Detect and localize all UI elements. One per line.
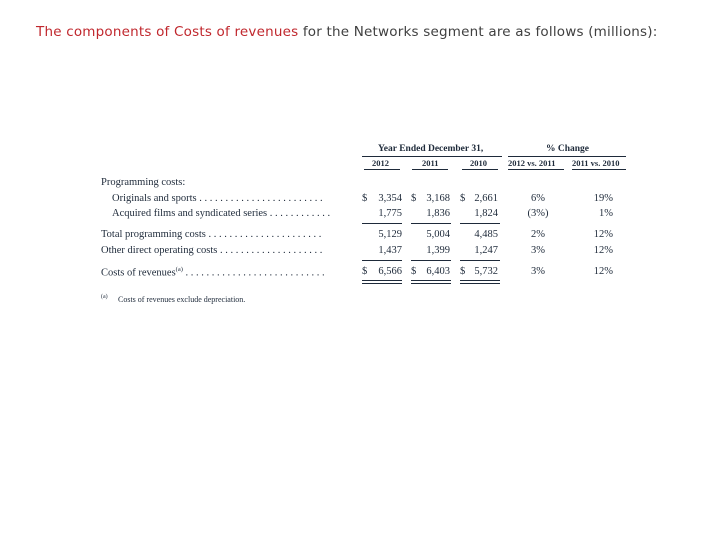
subtotal-rule — [362, 223, 402, 224]
currency-sign: $ — [411, 193, 417, 204]
change-2011-2010: 12% — [593, 229, 613, 240]
footnote-text: Costs of revenues exclude depreciation. — [118, 295, 246, 304]
currency-sign: $ — [362, 266, 368, 277]
value-2012: 5,129 — [378, 229, 402, 240]
row-label: Costs of revenues$^{(a)}$ . . . . . . . . . . . . . . . . . . . . . . . . . . . — [101, 266, 325, 279]
col-2012: 2012 — [372, 158, 389, 168]
change-2012-2011: 3% — [531, 245, 545, 256]
subtotal-rule — [460, 223, 500, 224]
change-2011-2010: 12% — [593, 245, 613, 256]
intro-heading-highlight: The components of Costs of revenues — [36, 24, 299, 40]
value-2011: 6,403 — [426, 266, 450, 277]
col-change-2011-2010: 2011 vs. 2010 — [572, 158, 620, 168]
value-2010: 5,732 — [474, 266, 498, 277]
footnote-ref: (a) — [175, 266, 183, 273]
header-percent-change: % Change — [546, 144, 590, 154]
currency-sign: $ — [411, 266, 417, 277]
value-2012: 1,437 — [378, 245, 402, 256]
change-2011-2010: 1% — [599, 208, 613, 219]
value-2010: 1,247 — [474, 245, 498, 256]
col-2010-rule — [462, 169, 498, 170]
currency-sign: $ — [460, 193, 466, 204]
col-2010: 2010 — [470, 158, 487, 168]
header-year-ended: Year Ended December 31, — [378, 144, 484, 154]
change-2012-2011: 2% — [531, 229, 545, 240]
value-2011: 1,836 — [426, 208, 450, 219]
change-2011-2010: 12% — [593, 266, 613, 277]
value-2012: 1,775 — [378, 208, 402, 219]
change-2012-2011: 6% — [531, 193, 545, 204]
col-chg1-rule — [508, 169, 564, 170]
footnote-mark: (a) — [101, 294, 108, 300]
total-rule — [460, 260, 500, 261]
total-rule — [411, 260, 451, 261]
currency-sign: $ — [460, 266, 466, 277]
value-2012: 6,566 — [378, 266, 402, 277]
header-change-rule — [508, 156, 626, 157]
change-2011-2010: 19% — [593, 193, 613, 204]
row-label: Acquired films and syndicated series . . . . . . . . . . . . — [112, 208, 331, 219]
row-label: Total programming costs . . . . . . . . . . . . . . . . . . . . . . — [101, 229, 322, 240]
value-2010: 2,661 — [474, 193, 498, 204]
section-programming-costs: Programming costs: — [101, 177, 186, 188]
header-years-rule — [362, 156, 502, 157]
value-2010: 4,485 — [474, 229, 498, 240]
value-2011: 5,004 — [426, 229, 450, 240]
row-label: Originals and sports . . . . . . . . . . . . . . . . . . . . . . . . — [112, 193, 323, 204]
col-2012-rule — [364, 169, 400, 170]
grand-total-double-rule — [411, 280, 451, 284]
costs-of-revenues-table — [100, 144, 630, 314]
value-2011: 3,168 — [426, 193, 450, 204]
row-label: Other direct operating costs . . . . . . . . . . . . . . . . . . . . — [101, 245, 323, 256]
grand-total-double-rule — [460, 280, 500, 284]
col-2011-rule — [412, 169, 448, 170]
total-rule — [362, 260, 402, 261]
value-2010: 1,824 — [474, 208, 498, 219]
col-change-2012-2011: 2012 vs. 2011 — [508, 158, 556, 168]
change-2012-2011: (3%) — [527, 208, 549, 219]
change-2012-2011: 3% — [531, 266, 545, 277]
intro-heading-rest: for the Networks segment are as follows (millions): — [298, 24, 658, 40]
value-2011: 1,399 — [426, 245, 450, 256]
currency-sign: $ — [362, 193, 368, 204]
col-chg2-rule — [572, 169, 626, 170]
value-2012: 3,354 — [378, 193, 402, 204]
col-2011: 2011 — [422, 158, 439, 168]
subtotal-rule — [411, 223, 451, 224]
grand-total-double-rule — [362, 280, 402, 284]
intro-heading — [36, 24, 658, 40]
